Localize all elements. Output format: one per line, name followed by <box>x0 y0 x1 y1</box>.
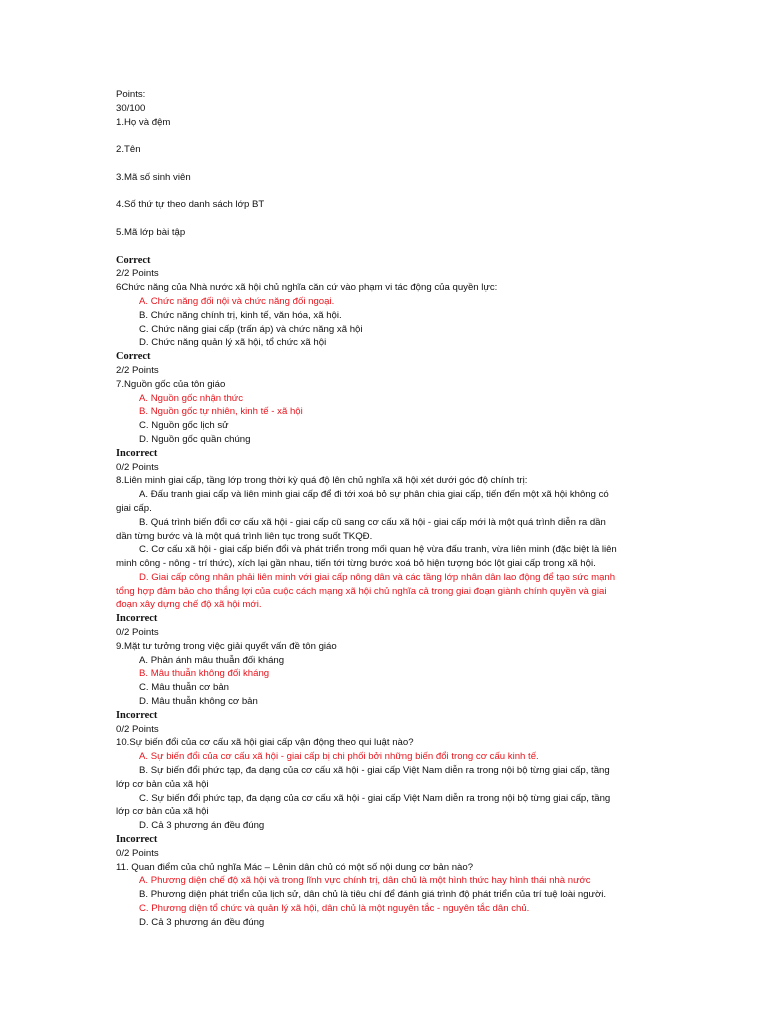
quiz-content <box>116 88 656 930</box>
option-a: A. Đấu tranh giai cấp và liên minh giai cấp để đi tới xoá bỏ sự phân chia giai cấp, tiến đến một xã hội không có <box>139 489 609 501</box>
option-b: B. Mâu thuẫn không đối kháng <box>139 668 270 680</box>
option-c: C. Nguồn gốc lịch sử <box>139 420 229 432</box>
option-c: C. Cơ cấu xã hội - giai cấp biến đổi và phát triển trong mối quan hệ vừa đấu tranh, vừa liên minh (đặc biệt là liên <box>139 544 617 556</box>
question-11 <box>116 833 656 930</box>
points-label: Points: <box>116 89 146 100</box>
points-value: 30/100 <box>116 102 146 114</box>
option-d-continued-2: đoạn xây dựng chế độ xã hội mới. <box>116 599 262 611</box>
option-b-continued: dần từng bước và là một quá trình liên tục trong suốt TKQĐ. <box>116 530 373 542</box>
option-d: D. Mâu thuẫn không cơ bản <box>139 696 258 708</box>
question-status: Incorrect <box>116 709 158 721</box>
option-d: D. Chức năng quản lý xã hội, tổ chức xã hội <box>139 337 327 349</box>
question-points: 0/2 Points <box>116 627 159 639</box>
question-points: 2/2 Points <box>116 268 159 280</box>
question-points: 0/2 Points <box>116 723 159 735</box>
info-field-class-order: 4.Số thứ tự theo danh sách lớp BT <box>116 199 265 211</box>
option-d: D. Cả 3 phương án đều đúng <box>139 916 265 928</box>
option-d: D. Nguồn gốc quần chúng <box>139 433 251 445</box>
option-b: B. Chức năng chính trị, kinh tế, văn hóa, xã hội. <box>139 309 342 321</box>
option-b: B. Phương diện phát triển của lịch sử, dân chủ là tiêu chí để đánh giá trình độ phát triển của trí tuệ loài người. <box>139 889 607 901</box>
question-8 <box>116 447 656 613</box>
option-b: B. Sự biến đổi phức tạp, đa dạng của cơ cấu xã hội - giai cấp Việt Nam diễn ra trong nội bộ từng giai cấp, tầng <box>139 765 610 777</box>
option-d: D. Giai cấp công nhân phải liên minh với giai cấp nông dân và các tầng lớp nhân dân lao động để tạo sức mạnh <box>139 571 616 583</box>
question-status: Incorrect <box>116 613 158 625</box>
option-b: B. Quá trình biến đổi cơ cấu xã hội - giai cấp cũ sang cơ cấu xã hội - giai cấp mới là một quá trình diễn ra dần <box>139 516 606 528</box>
option-b: B. Nguồn gốc tự nhiên, kinh tế - xã hội <box>139 406 303 418</box>
question-points: 0/2 Points <box>116 461 159 473</box>
option-b-continued: lớp cơ bản của xã hội <box>116 778 209 790</box>
option-c: C. Mâu thuẫn cơ bản <box>139 682 230 694</box>
info-field-last-middle-name: 1.Họ và đệm <box>116 116 171 128</box>
option-d: D. Cả 3 phương án đều đúng <box>139 820 265 832</box>
option-a: A. Phản ánh mâu thuẫn đối kháng <box>139 654 285 666</box>
option-c-continued: lớp cơ bản của xã hội <box>116 806 209 818</box>
question-status: Incorrect <box>116 834 158 846</box>
question-text: 6Chức năng của Nhà nước xã hội chủ nghĩa căn cứ vào phạm vi tác động của quyền lực: <box>116 282 498 294</box>
question-text: 11. Quan điểm của chủ nghĩa Mác – Lênin dân chủ có một số nội dung cơ bản nào? <box>116 861 474 873</box>
info-field-first-name: 2.Tên <box>116 144 141 156</box>
question-9 <box>116 612 656 709</box>
option-c: C. Sự biến đổi phức tạp, đa dạng của cơ cấu xã hội - giai cấp Việt Nam diễn ra trong nội bộ từng giai cấp, tầng <box>139 792 611 804</box>
question-text: 8.Liên minh giai cấp, tầng lớp trong thời kỳ quá độ lên chủ nghĩa xã hội xét dưới góc độ chính trị: <box>116 475 528 487</box>
question-6 <box>116 254 656 351</box>
option-a: A. Chức năng đối nội và chức năng đối ngoại. <box>139 295 335 307</box>
info-field-class-code: 5.Mã lớp bài tập <box>116 226 186 238</box>
question-status: Correct <box>116 351 151 363</box>
option-d-continued: tổng hợp đảm bảo cho thắng lợi của cuộc cách mạng xã hội chủ nghĩa cả trong giai đoạn giành chính quyền và giai <box>116 585 607 597</box>
option-a: A. Sự biến đổi của cơ cấu xã hội - giai cấp bị chi phối bởi những biến đổi trong cơ cấu kinh tế. <box>139 751 539 763</box>
question-10 <box>116 709 656 833</box>
option-c: C. Chức năng giai cấp (trấn áp) và chức năng xã hội <box>139 323 363 335</box>
question-text: 9.Mặt tư tưởng trong việc giải quyết vấn đề tôn giáo <box>116 640 337 652</box>
question-text: 10.Sự biến đổi của cơ cấu xã hội giai cấp vận động theo qui luật nào? <box>116 737 414 749</box>
question-status: Correct <box>116 254 151 266</box>
question-text: 7.Nguồn gốc của tôn giáo <box>116 378 226 390</box>
question-7 <box>116 350 656 447</box>
question-points: 0/2 Points <box>116 847 159 859</box>
option-a-continued: giai cấp. <box>116 502 152 514</box>
question-status: Incorrect <box>116 447 158 459</box>
question-points: 2/2 Points <box>116 364 159 376</box>
option-c: C. Phương diện tổ chức và quản lý xã hội, dân chủ là một nguyên tắc - nguyên tắc dân chủ. <box>139 903 530 915</box>
option-a: A. Phương diện chế độ xã hội và trong lĩnh vực chính trị, dân chủ là một hình thức hay hình thái nhà nước <box>139 875 591 887</box>
info-field-student-id: 3.Mã số sinh viên <box>116 171 191 183</box>
option-a: A. Nguồn gốc nhận thức <box>139 392 244 404</box>
option-c-continued: minh công - nông - trí thức), xích lại gần nhau, tiến tới từng bước xoá bỏ hiện tượng bóc lột giai cấp trong xã hội. <box>116 558 596 570</box>
